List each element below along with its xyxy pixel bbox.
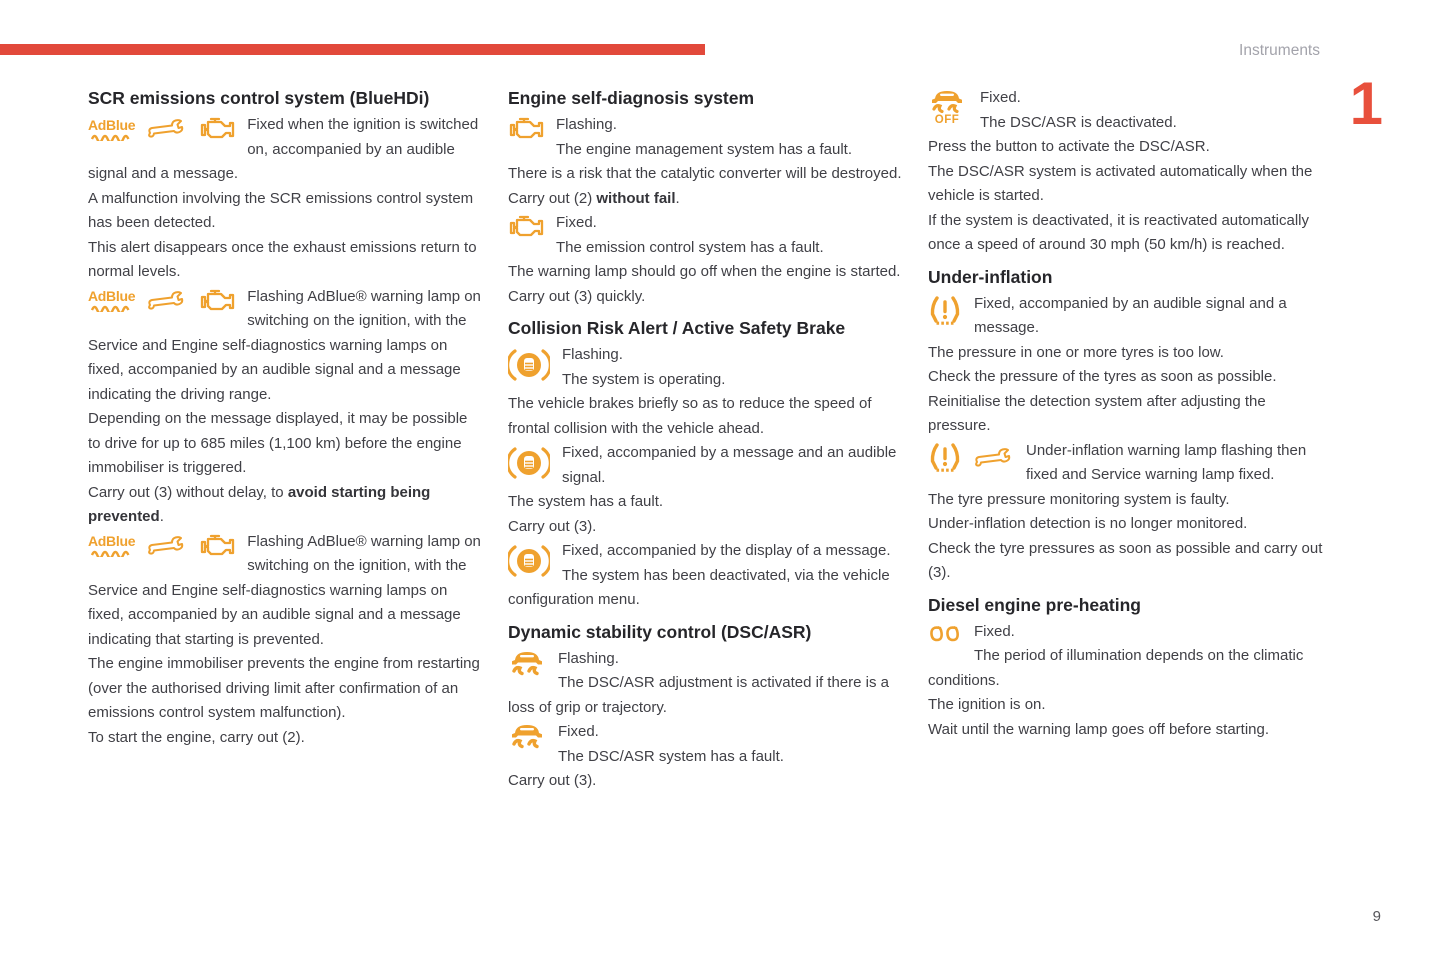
icon-row: [88, 533, 235, 559]
icon-row: [88, 288, 235, 314]
body-text-bold: without fail: [596, 189, 676, 207]
body-text: The system has a fault.: [508, 493, 664, 510]
warning-block-collision-fault: [508, 441, 903, 539]
warning-state-text: Flashing.: [562, 346, 623, 363]
warning-block-engine-fixed: [508, 211, 903, 309]
body-text: The pressure in one or more tyres is too low.: [928, 343, 1224, 361]
body-text: Reinitialise the detection system after adjusting the pressure.: [928, 392, 1266, 434]
dsc-off-icon: [928, 89, 966, 126]
icon-row: [508, 444, 550, 482]
warning-desc-text: The system is operating.: [562, 370, 726, 388]
column-3: [928, 86, 1323, 794]
adblue-icon: [88, 289, 135, 312]
icon-row: [508, 214, 544, 240]
icon-row: [88, 116, 235, 142]
warning-desc-text: Under-inflation warning lamp flashing then fixed and Service warning lamp fixed.: [1026, 441, 1307, 483]
adblue-icon: [88, 118, 135, 141]
adblue-wave-icon: [91, 549, 133, 557]
warning-lead: [928, 86, 1323, 135]
under-inflation-icon: [928, 295, 962, 327]
body-text: To start the engine, carry out (2).: [88, 728, 305, 746]
section-heading-dsc: Dynamic stability control (DSC/ASR): [508, 621, 812, 642]
warning-lead: [508, 720, 903, 769]
service-wrench-icon: [147, 536, 187, 556]
icon-row: [928, 442, 1014, 474]
warning-desc-text: Fixed, accompanied by an audible signal and a message.: [974, 294, 1287, 336]
dsc-icon: [508, 723, 546, 751]
body-text: The system has been deactivated, via the vehicle configuration menu.: [508, 566, 890, 608]
engine-diagnostic-icon: [508, 214, 544, 240]
collision-risk-icon: [508, 444, 550, 482]
body-text: A malfunction involving the SCR emissions control system has been detected.: [88, 189, 474, 231]
warning-lead: [88, 285, 483, 408]
adblue-label: AdBlue: [88, 288, 136, 304]
icon-row: [508, 346, 550, 384]
body-text: Depending on the message displayed, it may be possible to drive for up to 685 miles (1,100 km) before the engine immobiliser is triggered.: [88, 410, 468, 476]
adblue-wave-icon: [91, 304, 133, 312]
warning-lead: [508, 113, 903, 162]
body-text: [88, 481, 483, 530]
warning-lead: [88, 113, 483, 187]
adblue-label: AdBlue: [88, 116, 136, 133]
warning-desc-text: The emission control system has a fault.: [556, 238, 824, 256]
warning-block-dsc-fault: [508, 720, 903, 794]
dsc-icon: [928, 89, 966, 115]
engine-diagnostic-icon: [199, 288, 235, 314]
warning-desc-text: Fixed when the ignition is switched on, accompanied by an audible signal and a message.: [88, 116, 479, 182]
service-wrench-icon: [147, 291, 187, 311]
warning-state-text: Fixed.: [974, 622, 1015, 640]
engine-diagnostic-icon: [199, 116, 235, 142]
warning-block-under-inflation-fixed: [928, 292, 1323, 439]
chapter-number: 1: [1349, 70, 1383, 137]
body-text: Check the pressure of the tyres as soon as possible.: [928, 368, 1277, 385]
warning-desc-text: The DSC/ASR adjustment is activated if there is a loss of grip or trajectory.: [508, 674, 889, 716]
icon-row: [928, 623, 962, 645]
warning-desc-text: The DSC/ASR system has a fault.: [558, 747, 784, 765]
warning-block-engine-flashing: [508, 113, 903, 211]
icon-row: [508, 116, 544, 142]
body-text-suffix: .: [675, 189, 680, 207]
body-text-prefix: Carry out (3) without delay, to: [88, 483, 288, 501]
warning-lead: [508, 211, 903, 260]
warning-block-collision-deactivated: [508, 539, 903, 613]
icon-row: [508, 723, 546, 751]
warning-lead: [508, 647, 903, 721]
dsc-icon: [508, 650, 546, 678]
warning-state-text: Flashing.: [558, 649, 619, 667]
warning-desc-text: Fixed, accompanied by the display of a message.: [562, 542, 891, 559]
column-1: [88, 86, 483, 794]
page-number: 9: [1372, 908, 1381, 925]
glow-plug-icon: [928, 623, 962, 645]
adblue-icon: [88, 534, 135, 557]
body-text-suffix: .: [159, 508, 164, 525]
service-wrench-icon: [147, 119, 187, 139]
body-text: If the system is deactivated, it is reactivated automatically once a speed of around 30 mph (50 km/h) is reached.: [928, 211, 1309, 253]
warning-desc-text: The engine management system has a fault.: [556, 140, 853, 158]
icon-row: [508, 650, 546, 678]
adblue-wave-icon: [91, 133, 133, 141]
dsc-off-label: OFF: [934, 114, 960, 126]
body-text: The engine immobiliser prevents the engine from restarting (over the authorised driving limit after confirmation of an emissions control system malfunction).: [88, 655, 480, 721]
under-inflation-icon: [928, 442, 962, 474]
body-text: Carry out (3).: [508, 517, 597, 535]
body-text-prefix: Carry out (2): [508, 189, 597, 207]
body-text: Under-inflation detection is no longer monitored.: [928, 515, 1248, 532]
section-heading-scr: SCR emissions control system (BlueHDi): [88, 88, 430, 108]
warning-desc-text: The period of illumination depends on the climatic conditions.: [928, 647, 1304, 689]
warning-block-glow-plug: [928, 620, 1323, 743]
warning-state-text: Fixed.: [558, 723, 599, 740]
warning-block-adblue-flashing-range: [88, 285, 483, 530]
header-label: Instruments: [1239, 42, 1320, 59]
body-text: The DSC/ASR system is activated automatically when the vehicle is started.: [928, 162, 1313, 204]
section-heading-engine-self-diagnosis: Engine self-diagnosis system: [508, 88, 755, 108]
warning-block-collision-flashing: [508, 343, 903, 441]
body-text: The tyre pressure monitoring system is faulty.: [928, 490, 1230, 508]
icon-row: [508, 542, 550, 580]
warning-lead: [508, 539, 903, 564]
service-wrench-icon: [974, 448, 1014, 468]
section-heading-under-inflation: Under-inflation: [928, 266, 1053, 287]
warning-desc-text: The DSC/ASR is deactivated.: [980, 113, 1177, 131]
warning-lead: [928, 439, 1323, 488]
body-text: [508, 187, 903, 212]
body-text: This alert disappears once the exhaust emissions return to normal levels.: [88, 238, 477, 280]
warning-block-dsc-flashing: [508, 647, 903, 721]
warning-lead: [88, 530, 483, 653]
section-heading-diesel-preheating: Diesel engine pre-heating: [928, 594, 1141, 615]
body-text: Check the tyre pressures as soon as possible and carry out (3).: [928, 539, 1323, 581]
body-text: The ignition is on.: [928, 696, 1046, 713]
warning-lead: [508, 441, 903, 490]
warning-state-text: Fixed.: [556, 214, 597, 231]
body-text: There is a risk that the catalytic converter will be destroyed.: [508, 165, 902, 182]
warning-state-text: Fixed.: [980, 89, 1021, 106]
body-text-bold: avoid starting being prevented: [88, 483, 431, 525]
warning-desc-text: Flashing AdBlue® warning lamp on switching on the ignition, with the Service and Engine self-diagnostics warning lamps on fixed, accompanied by an audible signal and a message indicating the driving range.: [88, 287, 481, 403]
warning-block-scr-fixed: [88, 113, 483, 285]
warning-block-under-inflation-fault: [928, 439, 1323, 586]
body-text: Press the button to activate the DSC/ASR.: [928, 138, 1210, 155]
warning-lead: [928, 620, 1323, 694]
body-text: The warning lamp should go off when the engine is started.: [508, 263, 901, 280]
warning-lead: [928, 292, 1323, 341]
warning-block-dsc-off: [928, 86, 1323, 258]
body-text: Wait until the warning lamp goes off before starting.: [928, 720, 1270, 738]
content-columns: [88, 86, 1323, 794]
warning-block-adblue-flashing-prevented: [88, 530, 483, 751]
column-2: [508, 86, 903, 794]
collision-risk-icon: [508, 346, 550, 384]
warning-desc-text: Flashing AdBlue® warning lamp on switching on the ignition, with the Service and Engine self-diagnostics warning lamps on fixed, accompanied by an audible signal and a message indicating that starting is prevented.: [88, 532, 481, 648]
section-heading-collision-risk: Collision Risk Alert / Active Safety Brake: [508, 318, 846, 338]
icon-row: [928, 295, 962, 327]
engine-diagnostic-icon: [199, 533, 235, 559]
engine-diagnostic-icon: [508, 116, 544, 142]
body-text: The vehicle brakes briefly so as to reduce the speed of frontal collision with the vehicle ahead.: [508, 395, 872, 437]
body-text: Carry out (3) quickly.: [508, 287, 646, 305]
collision-risk-icon: [508, 542, 550, 580]
accent-bar: [0, 44, 705, 55]
body-text: Carry out (3).: [508, 772, 597, 789]
warning-state-text: Flashing.: [556, 116, 617, 133]
adblue-label: AdBlue: [88, 533, 136, 549]
warning-lead: [508, 343, 903, 392]
warning-desc-text: Fixed, accompanied by a message and an audible signal.: [562, 444, 897, 486]
